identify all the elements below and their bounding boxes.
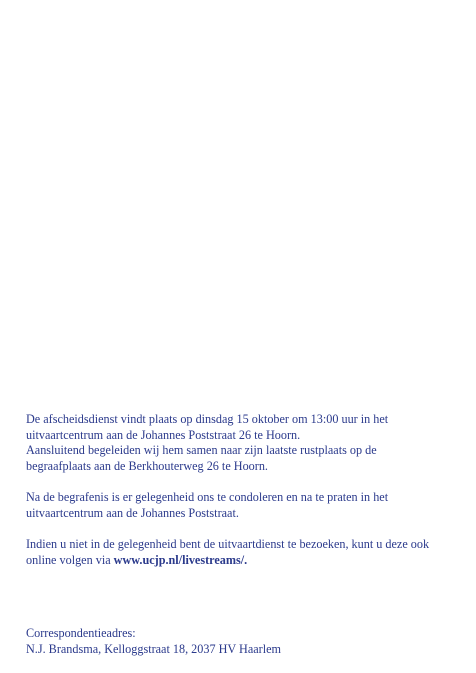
- ceremony-line-3: Aansluitend begeleiden wij hem samen naar zijn laatste rustplaats op de: [26, 443, 377, 458]
- condolence-line-1: Na de begrafenis is er gelegenheid ons te condoleren en na te praten in het: [26, 490, 389, 504]
- ceremony-line-4: begraafplaats aan de Berkhouterweg 26 te Hoorn.: [26, 458, 268, 473]
- livestream-link[interactable]: www.ucjp.nl/livestreams/.: [113, 552, 248, 567]
- correspondence-label: Correspondentieadres:: [26, 626, 136, 640]
- livestream-line-1: Indien u niet in de gelegenheid bent de uitvaartdienst te bezoeken, kunt u deze ook: [26, 537, 430, 551]
- livestream-line-2: [26, 553, 466, 569]
- correspondence-block: [26, 626, 466, 657]
- condolence-line-2: uitvaartcentrum aan de Johannes Poststraat.: [26, 505, 239, 520]
- livestream-paragraph: [26, 537, 466, 568]
- condolence-paragraph: [26, 490, 466, 521]
- livestream-line-2-text: online volgen via: [26, 552, 114, 567]
- ceremony-line-1: De afscheidsdienst vindt plaats op dinsdag 15 oktober om 13:00 uur in het: [26, 412, 389, 426]
- correspondence-address: N.J. Brandsma, Kelloggstraat 18, 2037 HV Haarlem: [26, 641, 281, 656]
- ceremony-line-2: uitvaartcentrum aan de Johannes Poststraat 26 te Hoorn.: [26, 427, 301, 442]
- ceremony-paragraph: [26, 412, 466, 474]
